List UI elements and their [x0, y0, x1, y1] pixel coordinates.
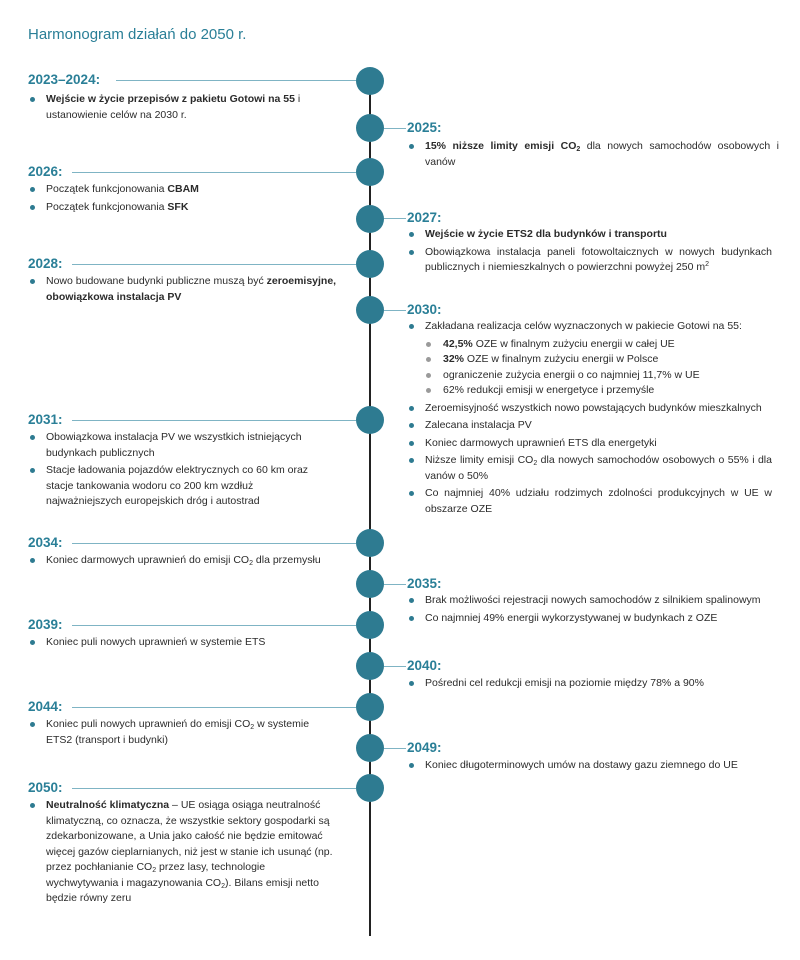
timeline-dot-2044: [356, 693, 384, 721]
list-item: Zalecana instalacja PV: [407, 418, 772, 434]
list-item: Stacje ładowania pojazdów elektrycznych co 60 km oraz stacje tankowania wodoru co 200 km wzdłuż najważniejszych europejskich dróg i autostrad: [28, 463, 328, 510]
list-item: Obowiązkowa instalacja paneli fotowoltaicznych w nowych budynkach publicznych i niemieszkalnych o powierzchni powyżej 250 $m^2$: [407, 245, 772, 276]
timeline-dot-2050: [356, 774, 384, 802]
event-list-2031: [28, 430, 328, 512]
connector-2050: [72, 788, 356, 789]
list-item: Początek funkcjonowania SFK: [28, 200, 328, 216]
list-item: Co najmniej 49% energii wykorzystywanej w budynkach z OZE: [407, 611, 772, 627]
connector-2035: [384, 584, 406, 585]
connector-2023: [116, 80, 356, 81]
event-list-2030: [407, 319, 772, 519]
year-label-2030: 2030:: [407, 302, 442, 317]
list-item: Niższe limity emisji $CO_2$ dla nowych samochodów osobowych o 55% i dla vanów o 50%: [407, 453, 772, 484]
event-list-2023: [28, 92, 328, 125]
timeline-dot-2025: [356, 114, 384, 142]
event-list-2040: [407, 676, 772, 694]
year-label-2049: 2049:: [407, 740, 442, 755]
timeline-dot-2028: [356, 250, 384, 278]
year-label-2026: 2026:: [28, 164, 63, 179]
year-label-2034: 2034:: [28, 535, 63, 550]
year-label-2039: 2039:: [28, 617, 63, 632]
list-item: Wejście w życie przepisów z pakietu Gotowi na 55 i ustanowienie celów na 2030 r.: [28, 92, 328, 123]
connector-2049: [384, 748, 406, 749]
connector-2025: [384, 128, 406, 129]
timeline-dot-2026: [356, 158, 384, 186]
year-label-2028: 2028:: [28, 256, 63, 271]
year-label-2023: 2023–2024:: [28, 72, 101, 87]
list-item: Brak możliwości rejestracji nowych samochodów z silnikiem spalinowym: [407, 593, 772, 609]
list-item: Zeroemisyjność wszystkich nowo powstających budynków mieszkalnych: [407, 401, 772, 417]
sub-list-item: ograniczenie zużycia energii o co najmniej 11,7% w UE: [407, 368, 772, 384]
year-label-2044: 2044:: [28, 699, 63, 714]
list-item: Co najmniej 40% udziału rodzimych zdolności produkcyjnych w UE w obszarze OZE: [407, 486, 772, 517]
year-label-2040: 2040:: [407, 658, 442, 673]
list-item: Koniec długoterminowych umów na dostawy gazu ziemnego do UE: [407, 758, 772, 774]
timeline-dot-2023: [356, 67, 384, 95]
list-item: Koniec puli nowych uprawnień w systemie ETS: [28, 635, 328, 651]
sub-list-item: 32% OZE w finalnym zużyciu energii w Polsce: [407, 352, 772, 368]
list-item: Nowo budowane budynki publiczne muszą być zeroemisyjne, obowiązkowa instalacja PV: [28, 274, 340, 305]
event-list-2025: [407, 139, 779, 172]
event-list-2044: [28, 717, 328, 750]
connector-2030: [384, 310, 406, 311]
list-item: Koniec puli nowych uprawnień do emisji $CO_2$ w systemie ETS2 (transport i budynki): [28, 717, 328, 748]
connector-2039: [72, 625, 356, 626]
event-list-2049: [407, 758, 772, 776]
sub-list-item: 62% redukcji emisji w energetyce i przemyśle: [407, 383, 772, 399]
connector-2027: [384, 218, 406, 219]
list-item: 15% niższe limity emisji $CO_2$ dla nowych samochodów osobowych i vanów: [407, 139, 779, 170]
timeline-dot-2035: [356, 570, 384, 598]
event-list-2050: [28, 798, 333, 909]
connector-2031: [72, 420, 356, 421]
list-item: Obowiązkowa instalacja PV we wszystkich istniejących budynkach publicznych: [28, 430, 328, 461]
list-item: Koniec darmowych uprawnień do emisji $CO_2$ dla przemysłu: [28, 553, 348, 569]
event-list-2028: [28, 274, 340, 307]
connector-2026: [72, 172, 356, 173]
year-label-2031: 2031:: [28, 412, 63, 427]
timeline-dot-2034: [356, 529, 384, 557]
list-item: Początek funkcjonowania CBAM: [28, 182, 328, 198]
list-item: Koniec darmowych uprawnień ETS dla energetyki: [407, 436, 772, 452]
connector-2040: [384, 666, 406, 667]
timeline-dot-2049: [356, 734, 384, 762]
year-label-2025: 2025:: [407, 120, 442, 135]
event-list-2026: [28, 182, 328, 217]
timeline-dot-2031: [356, 406, 384, 434]
connector-2044: [72, 707, 356, 708]
page-title: Harmonogram działań do 2050 r.: [28, 26, 247, 43]
event-list-2039: [28, 635, 328, 653]
year-label-2035: 2035:: [407, 576, 442, 591]
timeline-dot-2039: [356, 611, 384, 639]
timeline-dot-2027: [356, 205, 384, 233]
sub-list-item: 42,5% OZE w finalnym zużyciu energii w całej UE: [407, 337, 772, 353]
list-item: Wejście w życie ETS2 dla budynków i transportu: [407, 227, 772, 243]
connector-2034: [72, 543, 356, 544]
event-list-2035: [407, 593, 772, 628]
timeline-dot-2040: [356, 652, 384, 680]
list-item: Pośredni cel redukcji emisji na poziomie między 78% a 90%: [407, 676, 772, 692]
timeline-dot-2030: [356, 296, 384, 324]
list-item: Zakładana realizacja celów wyznaczonych w pakiecie Gotowi na 55:: [407, 319, 772, 335]
event-list-2034: [28, 553, 348, 571]
year-label-2027: 2027:: [407, 210, 442, 225]
event-list-2027: [407, 227, 772, 278]
connector-2028: [72, 264, 356, 265]
list-item: Neutralność klimatyczna – UE osiąga osiąga neutralność klimatyczną, co oznacza, że wszystkie sektory gospodarki są zdekarbonizowane, a Unia jako całość nie będzie emitować więcej gazów cieplarnianych, niż jest w stanie ich usunąć (np. przez pochłanianie $CO_2$ przez lasy, technologie wychwytywania i magazynowania $CO_2$). Bilans emisji netto będzie równy zeru: [28, 798, 333, 907]
year-label-2050: 2050:: [28, 780, 63, 795]
